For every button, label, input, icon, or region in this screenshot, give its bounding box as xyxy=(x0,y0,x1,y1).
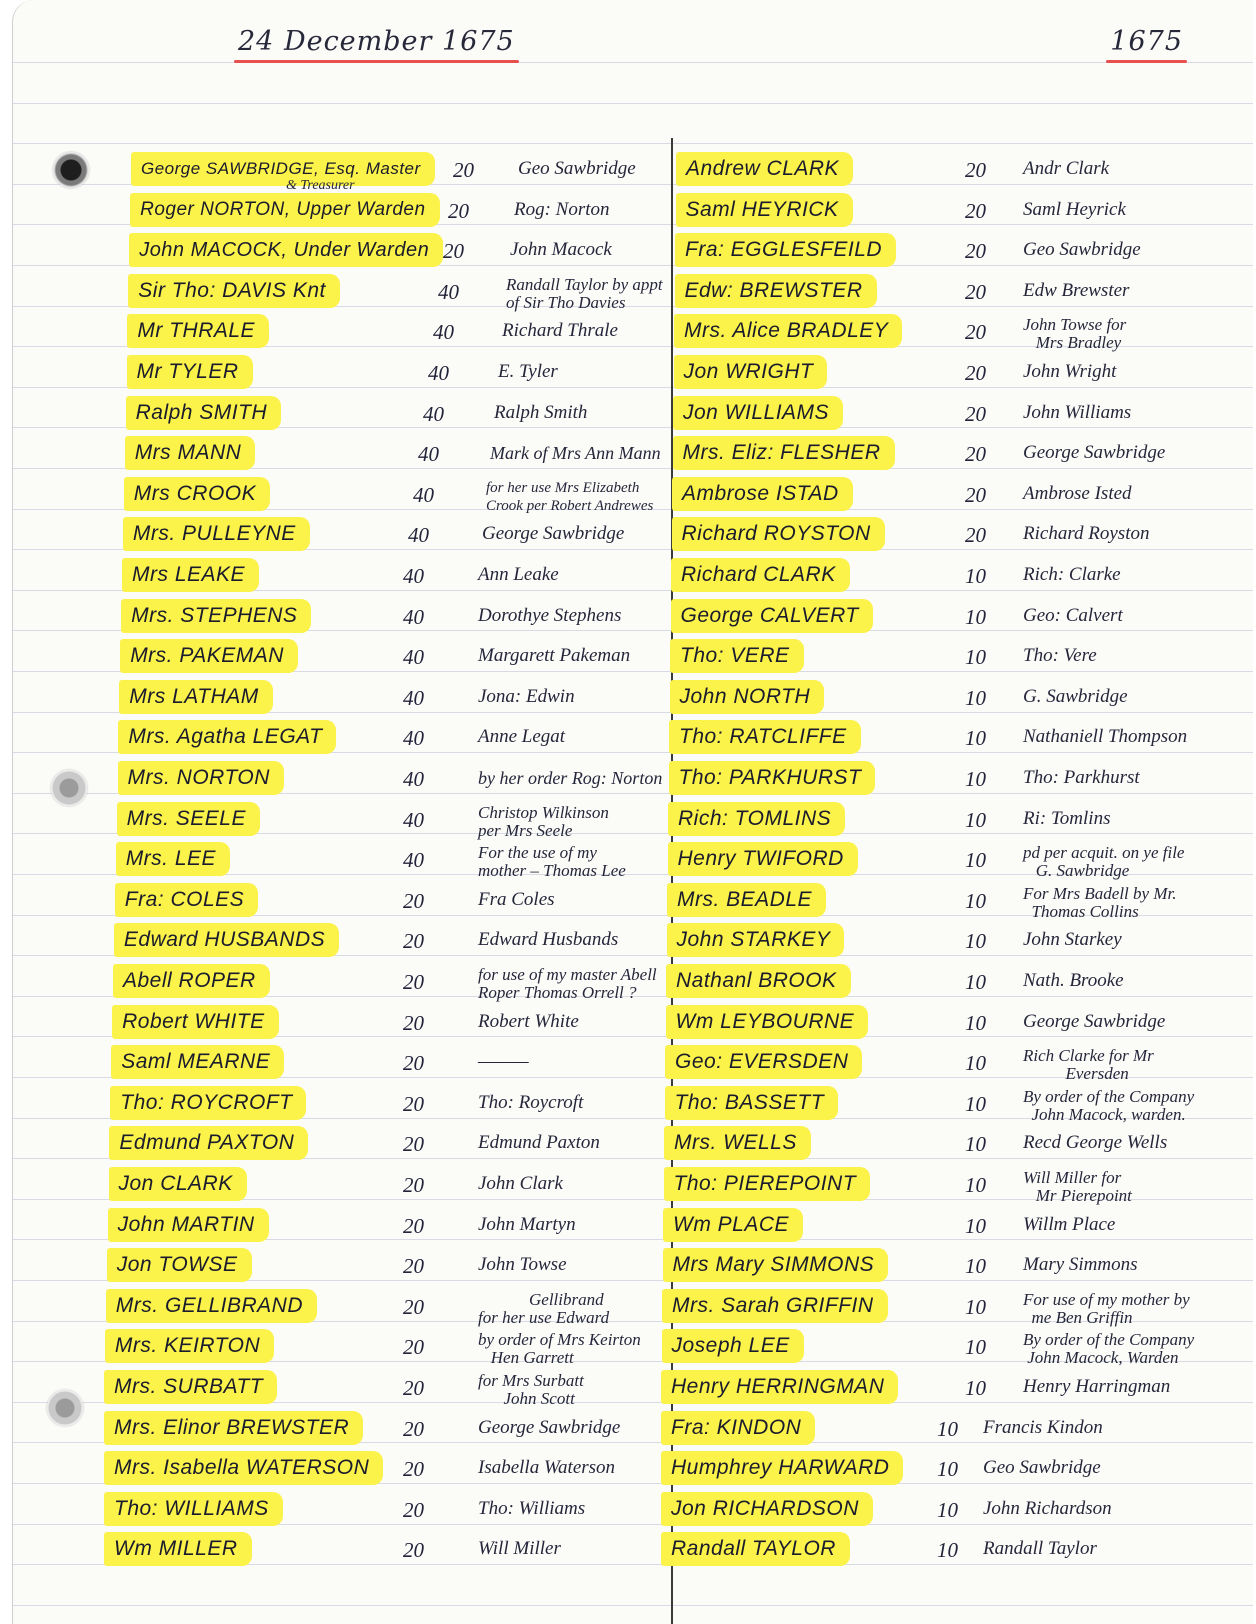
payment-amount: 10 xyxy=(937,1538,958,1563)
payment-amount: 20 xyxy=(403,1091,424,1116)
payee-name: Tho: PIEREPOINT xyxy=(664,1167,871,1201)
payment-amount: 20 xyxy=(403,1457,424,1482)
payee-name: Wm LEYBOURNE xyxy=(666,1005,869,1039)
ledger-row xyxy=(13,1206,1253,1246)
payment-amount: 20 xyxy=(443,239,464,264)
ledger-row xyxy=(13,962,1253,1002)
payee-name: Mrs. WELLS xyxy=(664,1126,811,1160)
payee-name: Henry HERRINGMAN xyxy=(661,1370,898,1404)
payee-name: Mr THRALE xyxy=(127,314,269,348)
payment-amount: 10 xyxy=(965,1376,986,1400)
payment-amount: 10 xyxy=(965,767,986,791)
receipt-signature: Will Miller xyxy=(478,1538,561,1560)
payment-amount: 20 xyxy=(403,1213,424,1238)
payee-name: Jon RICHARDSON xyxy=(661,1492,873,1526)
payee-name: Mrs. PULLEYNE xyxy=(123,517,310,551)
payment-amount: 10 xyxy=(965,1335,986,1360)
payee-name: Mr TYLER xyxy=(127,355,253,389)
ledger-row xyxy=(13,353,1253,393)
payment-amount: 10 xyxy=(937,1416,958,1441)
receipt-signature: Geo Sawbridge xyxy=(983,1457,1101,1479)
payment-amount: 20 xyxy=(965,482,986,507)
receipt-signature: Edward Husbands xyxy=(478,929,619,951)
receipt-signature: Francis Kindon xyxy=(983,1416,1103,1438)
receipt-signature: Fra Coles xyxy=(478,888,555,910)
receipt-signature: Richard Thrale xyxy=(502,320,618,342)
payment-amount: 10 xyxy=(965,1010,986,1035)
receipt-signature: George Sawbridge xyxy=(482,523,625,545)
ledger-row xyxy=(13,272,1253,312)
payment-amount: 40 xyxy=(403,564,424,588)
payee-name: Richard ROYSTON xyxy=(672,517,885,551)
payment-amount: 10 xyxy=(965,1132,986,1157)
receipt-signature: John Wright xyxy=(1023,361,1117,382)
payment-amount: 20 xyxy=(965,158,986,182)
ledger-row xyxy=(13,637,1253,677)
receipt-signature: Randall Taylor by appt of Sir Tho Davies xyxy=(506,274,663,312)
payment-amount: 20 xyxy=(965,361,986,385)
receipt-signature: George Sawbridge xyxy=(1023,442,1166,464)
payment-amount: 10 xyxy=(965,1173,986,1197)
payee-name: Randall TAYLOR xyxy=(661,1532,850,1566)
receipt-signature: Nath. Brooke xyxy=(1023,970,1124,991)
payment-amount: 40 xyxy=(428,361,449,385)
payment-amount: 40 xyxy=(418,442,439,467)
receipt-signature: Margarett Pakeman xyxy=(478,645,631,667)
receipt-signature: G. Sawbridge xyxy=(1023,685,1128,707)
ledger-row xyxy=(13,759,1253,799)
payment-amount: 10 xyxy=(965,1091,986,1116)
payee-name: John STARKEY xyxy=(667,923,845,957)
payment-amount: 10 xyxy=(965,726,986,751)
ledger-row xyxy=(13,1003,1253,1043)
payee-name: Mrs. Eliz: FLESHER xyxy=(673,436,895,470)
payment-amount: 10 xyxy=(965,1254,986,1279)
payment-amount: 20 xyxy=(403,929,424,954)
payment-amount: 10 xyxy=(965,685,986,710)
ledger-row xyxy=(13,840,1253,880)
payee-name: George SAWBRIDGE, Esq. Master xyxy=(131,152,435,186)
payee-name: Tho: PARKHURST xyxy=(669,761,876,795)
payment-amount: 10 xyxy=(937,1497,958,1522)
payment-amount: 10 xyxy=(965,1213,986,1238)
ledger-page xyxy=(12,0,1253,1624)
receipt-signature: Ambrose Isted xyxy=(1023,482,1132,504)
ledger-row xyxy=(13,556,1253,596)
payment-amount: 10 xyxy=(965,888,986,913)
payee-name: Mrs. Alice BRADLEY xyxy=(674,314,902,348)
payment-amount: 20 xyxy=(448,198,469,223)
payment-amount: 10 xyxy=(965,848,986,873)
payment-amount: 40 xyxy=(433,320,454,345)
payee-name: Mrs LATHAM xyxy=(119,680,272,714)
payee-name: Edw: BREWSTER xyxy=(675,274,877,308)
payee-name: Mrs Mary SIMMONS xyxy=(663,1248,889,1282)
payee-name: Saml HEYRICK xyxy=(676,193,853,227)
payee-name: Mrs. Isabella WATERSON xyxy=(104,1451,383,1485)
payment-amount: 20 xyxy=(965,279,986,304)
payee-name: Mrs. Elinor BREWSTER xyxy=(104,1411,363,1445)
page-year: 1675 xyxy=(1110,26,1183,57)
payment-amount: 20 xyxy=(965,401,986,426)
receipt-signature: John Macock xyxy=(510,239,612,261)
payment-amount: 10 xyxy=(965,1294,986,1319)
receipt-signature: Randall Taylor xyxy=(983,1538,1097,1560)
ledger-row xyxy=(13,1449,1253,1489)
payment-amount: 10 xyxy=(965,1051,986,1076)
receipt-signature: ——— xyxy=(478,1051,529,1073)
payee-name: Fra: EGGLESFEILD xyxy=(675,233,896,267)
payment-amount: 20 xyxy=(403,1051,424,1076)
payment-amount: 20 xyxy=(965,198,986,223)
ledger-row xyxy=(13,1409,1253,1449)
ledger-row xyxy=(13,1043,1253,1083)
payee-name: Abell ROPER xyxy=(113,964,270,998)
receipt-signature: Tho: Roycroft xyxy=(478,1091,584,1113)
payee-name: Jon TOWSE xyxy=(107,1248,252,1282)
receipt-signature: Geo: Calvert xyxy=(1023,604,1123,626)
receipt-signature: Gellibrand for her use Edward xyxy=(478,1289,610,1327)
payee-name: Fra: COLES xyxy=(115,883,258,917)
payment-amount: 40 xyxy=(423,401,444,426)
payment-amount: 10 xyxy=(965,645,986,670)
payment-amount: 40 xyxy=(408,523,429,548)
receipt-signature: Geo Sawbridge xyxy=(1023,239,1141,261)
receipt-signature: John Starkey xyxy=(1023,929,1122,951)
receipt-signature: George Sawbridge xyxy=(1023,1010,1166,1032)
payee-name: Robert WHITE xyxy=(112,1005,279,1039)
ledger-row xyxy=(13,718,1253,758)
ledger-row xyxy=(13,1165,1253,1205)
ledger-row xyxy=(13,1530,1253,1570)
receipt-signature: For use of my mother by me Ben Griffin xyxy=(1023,1289,1190,1327)
payee-name: Mrs. SURBATT xyxy=(104,1370,277,1404)
payment-amount: 10 xyxy=(965,807,986,832)
ledger-row xyxy=(13,597,1253,637)
payment-amount: 40 xyxy=(438,279,459,304)
payee-name: Jon WRIGHT xyxy=(674,355,828,389)
payee-name: Edmund PAXTON xyxy=(109,1126,308,1160)
receipt-signature: Henry Harringman xyxy=(1023,1376,1171,1397)
payment-amount: 20 xyxy=(965,239,986,264)
ledger-row xyxy=(13,150,1253,190)
receipt-signature: Dorothye Stephens xyxy=(478,604,622,626)
receipt-signature: For Mrs Badell by Mr. Thomas Collins xyxy=(1023,883,1177,921)
receipt-signature: Recd George Wells xyxy=(1023,1132,1168,1154)
receipt-signature: Mary Simmons xyxy=(1023,1254,1138,1276)
payee-name: Mrs MANN xyxy=(125,436,256,470)
payee-name: Tho: RATCLIFFE xyxy=(669,720,861,754)
payee-name: Wm MILLER xyxy=(104,1532,252,1566)
payee-name: Rich: TOMLINS xyxy=(668,802,845,836)
receipt-signature: Tho: Williams xyxy=(478,1497,586,1519)
ledger-row xyxy=(13,678,1253,718)
payment-amount: 10 xyxy=(937,1457,958,1482)
payment-amount: 20 xyxy=(403,1376,424,1400)
payment-amount: 20 xyxy=(403,1538,424,1563)
payment-amount: 20 xyxy=(403,1335,424,1360)
payment-amount: 20 xyxy=(403,1132,424,1157)
ledger-row xyxy=(13,1490,1253,1530)
payment-amount: 10 xyxy=(965,604,986,629)
payment-amount: 20 xyxy=(965,320,986,345)
receipt-signature: Mark of Mrs Ann Mann xyxy=(490,443,661,464)
receipt-signature: Ralph Smith xyxy=(494,401,588,423)
receipt-signature: Saml Heyrick xyxy=(1023,198,1126,220)
ledger-row xyxy=(13,881,1253,921)
payee-name: Henry TWIFORD xyxy=(668,842,858,876)
receipt-signature: George Sawbridge xyxy=(478,1416,621,1438)
receipt-signature: John Towse for Mrs Bradley xyxy=(1023,315,1127,353)
payee-name: Tho: WILLIAMS xyxy=(104,1492,283,1526)
receipt-signature: E. Tyler xyxy=(498,361,558,382)
receipt-signature: Jona: Edwin xyxy=(478,685,575,707)
payee-name: Mrs. GELLIBRAND xyxy=(106,1289,317,1323)
receipt-signature: Nathaniell Thompson xyxy=(1023,726,1188,748)
ledger-row xyxy=(13,800,1253,840)
receipt-signature: Rich Clarke for Mr Eversden xyxy=(1023,1046,1154,1084)
receipt-signature: Rog: Norton xyxy=(514,198,610,220)
ledger-row xyxy=(13,191,1253,231)
payment-amount: 40 xyxy=(413,482,434,507)
ledger-row xyxy=(13,1084,1253,1124)
payee-name: Sir Tho: DAVIS Knt xyxy=(128,274,340,308)
receipt-signature: For the use of my mother – Thomas Lee xyxy=(478,843,626,881)
payee-name: John NORTH xyxy=(670,680,825,714)
payee-name: Mrs. KEIRTON xyxy=(105,1329,274,1363)
ledger-row xyxy=(13,434,1253,474)
receipt-signature: Anne Legat xyxy=(478,726,566,748)
ledger-row xyxy=(13,475,1253,515)
payee-name: Mrs. SEELE xyxy=(117,802,260,836)
receipt-signature: John Richardson xyxy=(983,1497,1112,1519)
receipt-signature: Tho: Vere xyxy=(1023,645,1097,667)
payment-amount: 40 xyxy=(403,807,424,832)
receipt-signature: By order of the Company John Macock, warden. xyxy=(1023,1086,1195,1124)
receipt-signature: for Mrs Surbatt John Scott xyxy=(478,1371,584,1408)
payee-name: Mrs LEAKE xyxy=(122,558,259,592)
payee-name: Jon CLARK xyxy=(109,1167,247,1201)
payee-name: John MACOCK, Under Warden xyxy=(129,233,443,267)
receipt-signature: Edw Brewster xyxy=(1023,279,1130,301)
payee-name: Mrs. Sarah GRIFFIN xyxy=(662,1289,888,1323)
payee-name: Wm PLACE xyxy=(663,1208,803,1242)
ledger-row xyxy=(13,394,1253,434)
payee-name: John MARTIN xyxy=(108,1208,269,1242)
payee-name: Tho: VERE xyxy=(670,639,804,673)
payee-name: Fra: KINDON xyxy=(661,1411,815,1445)
payment-amount: 40 xyxy=(403,767,424,791)
receipt-signature: by her order Rog: Norton xyxy=(478,768,663,788)
receipt-signature: Ri: Tomlins xyxy=(1023,807,1111,829)
receipt-signature: John Martyn xyxy=(478,1213,576,1235)
payee-name: Richard CLARK xyxy=(671,558,850,592)
receipt-signature: John Williams xyxy=(1023,401,1132,423)
payee-name: Mrs. LEE xyxy=(116,842,230,876)
receipt-signature: Isabella Waterson xyxy=(478,1457,616,1479)
payee-name: Roger NORTON, Upper Warden xyxy=(130,193,439,227)
payment-amount: 10 xyxy=(965,564,986,588)
ledger-row xyxy=(13,1246,1253,1286)
payee-name: Jon WILLIAMS xyxy=(673,396,843,430)
payee-name: Mrs CROOK xyxy=(124,477,270,511)
payment-amount: 10 xyxy=(965,929,986,954)
receipt-signature: Willm Place xyxy=(1023,1213,1116,1235)
payment-amount: 40 xyxy=(403,604,424,629)
receipt-signature: Will Miller for Mr Pierepoint xyxy=(1023,1168,1132,1205)
payment-amount: 20 xyxy=(965,523,986,548)
payee-name: Ralph SMITH xyxy=(126,396,282,430)
payment-amount: 20 xyxy=(403,888,424,913)
ledger-row xyxy=(13,231,1253,271)
payee-name: Mrs. BEADLE xyxy=(667,883,826,917)
receipt-signature: Richard Royston xyxy=(1023,523,1150,545)
payee-title-note: & Treasurer xyxy=(286,178,355,193)
payment-amount: 40 xyxy=(403,726,424,751)
payment-amount: 20 xyxy=(403,1497,424,1522)
receipt-signature: Edmund Paxton xyxy=(478,1132,600,1154)
receipt-signature: for use of my master Abell Roper Thomas Orrell ? xyxy=(478,965,657,1002)
payment-amount: 40 xyxy=(403,645,424,670)
payee-name: Mrs. STEPHENS xyxy=(121,599,311,633)
receipt-signature: Robert White xyxy=(478,1010,579,1032)
payee-name: Humphrey HARWARD xyxy=(661,1451,903,1485)
receipt-signature: Andr Clark xyxy=(1023,158,1110,179)
payment-amount: 20 xyxy=(403,1010,424,1035)
ledger-row xyxy=(13,312,1253,352)
payee-name: George CALVERT xyxy=(671,599,873,633)
payment-amount: 40 xyxy=(403,685,424,710)
payee-name: Mrs. PAKEMAN xyxy=(120,639,298,673)
receipt-signature: Christop Wilkinson per Mrs Seele xyxy=(478,802,609,840)
receipt-signature: for her use Mrs Elizabeth Crook per Robert Andrewes xyxy=(486,479,654,514)
payment-amount: 40 xyxy=(403,848,424,873)
receipt-signature: By order of the Company John Macock, Warden xyxy=(1023,1330,1195,1368)
receipt-signature: John Towse xyxy=(478,1254,567,1276)
receipt-signature: Rich: Clarke xyxy=(1023,564,1121,585)
ledger-row xyxy=(13,1287,1253,1327)
page-date: 24 December 1675 xyxy=(238,26,515,57)
receipt-signature: pd per acquit. on ye file G. Sawbridge xyxy=(1023,843,1185,881)
payee-name: Tho: BASSETT xyxy=(665,1086,839,1120)
payee-name: Mrs. Agatha LEGAT xyxy=(118,720,336,754)
payment-amount: 20 xyxy=(403,1416,424,1441)
ledger-row xyxy=(13,921,1253,961)
payee-name: Tho: ROYCROFT xyxy=(110,1086,306,1120)
payment-amount: 20 xyxy=(403,1173,424,1197)
payment-amount: 10 xyxy=(965,970,986,994)
receipt-signature: Ann Leake xyxy=(478,564,559,585)
payee-name: Nathanl BROOK xyxy=(666,964,851,998)
payee-name: Andrew CLARK xyxy=(676,152,853,186)
ledger-row xyxy=(13,1368,1253,1408)
payment-amount: 20 xyxy=(403,1254,424,1279)
payee-name: Geo: EVERSDEN xyxy=(665,1045,862,1079)
receipt-signature: Tho: Parkhurst xyxy=(1023,767,1140,788)
payee-name: Ambrose ISTAD xyxy=(672,477,853,511)
ledger-row xyxy=(13,515,1253,555)
payee-name: Saml MEARNE xyxy=(111,1045,284,1079)
payment-amount: 20 xyxy=(403,1294,424,1319)
ledger-row xyxy=(13,1124,1253,1164)
payee-name: Mrs. NORTON xyxy=(118,761,284,795)
payee-name: Edward HUSBANDS xyxy=(114,923,339,957)
receipt-signature: by order of Mrs Keirton Hen Garrett xyxy=(478,1330,641,1368)
payment-amount: 20 xyxy=(965,442,986,467)
receipt-signature: Geo Sawbridge xyxy=(518,158,636,179)
receipt-signature: John Clark xyxy=(478,1173,563,1194)
payment-amount: 20 xyxy=(453,158,474,182)
payment-amount: 20 xyxy=(403,970,424,994)
payee-name: Joseph LEE xyxy=(662,1329,804,1363)
ledger-row xyxy=(13,1327,1253,1367)
